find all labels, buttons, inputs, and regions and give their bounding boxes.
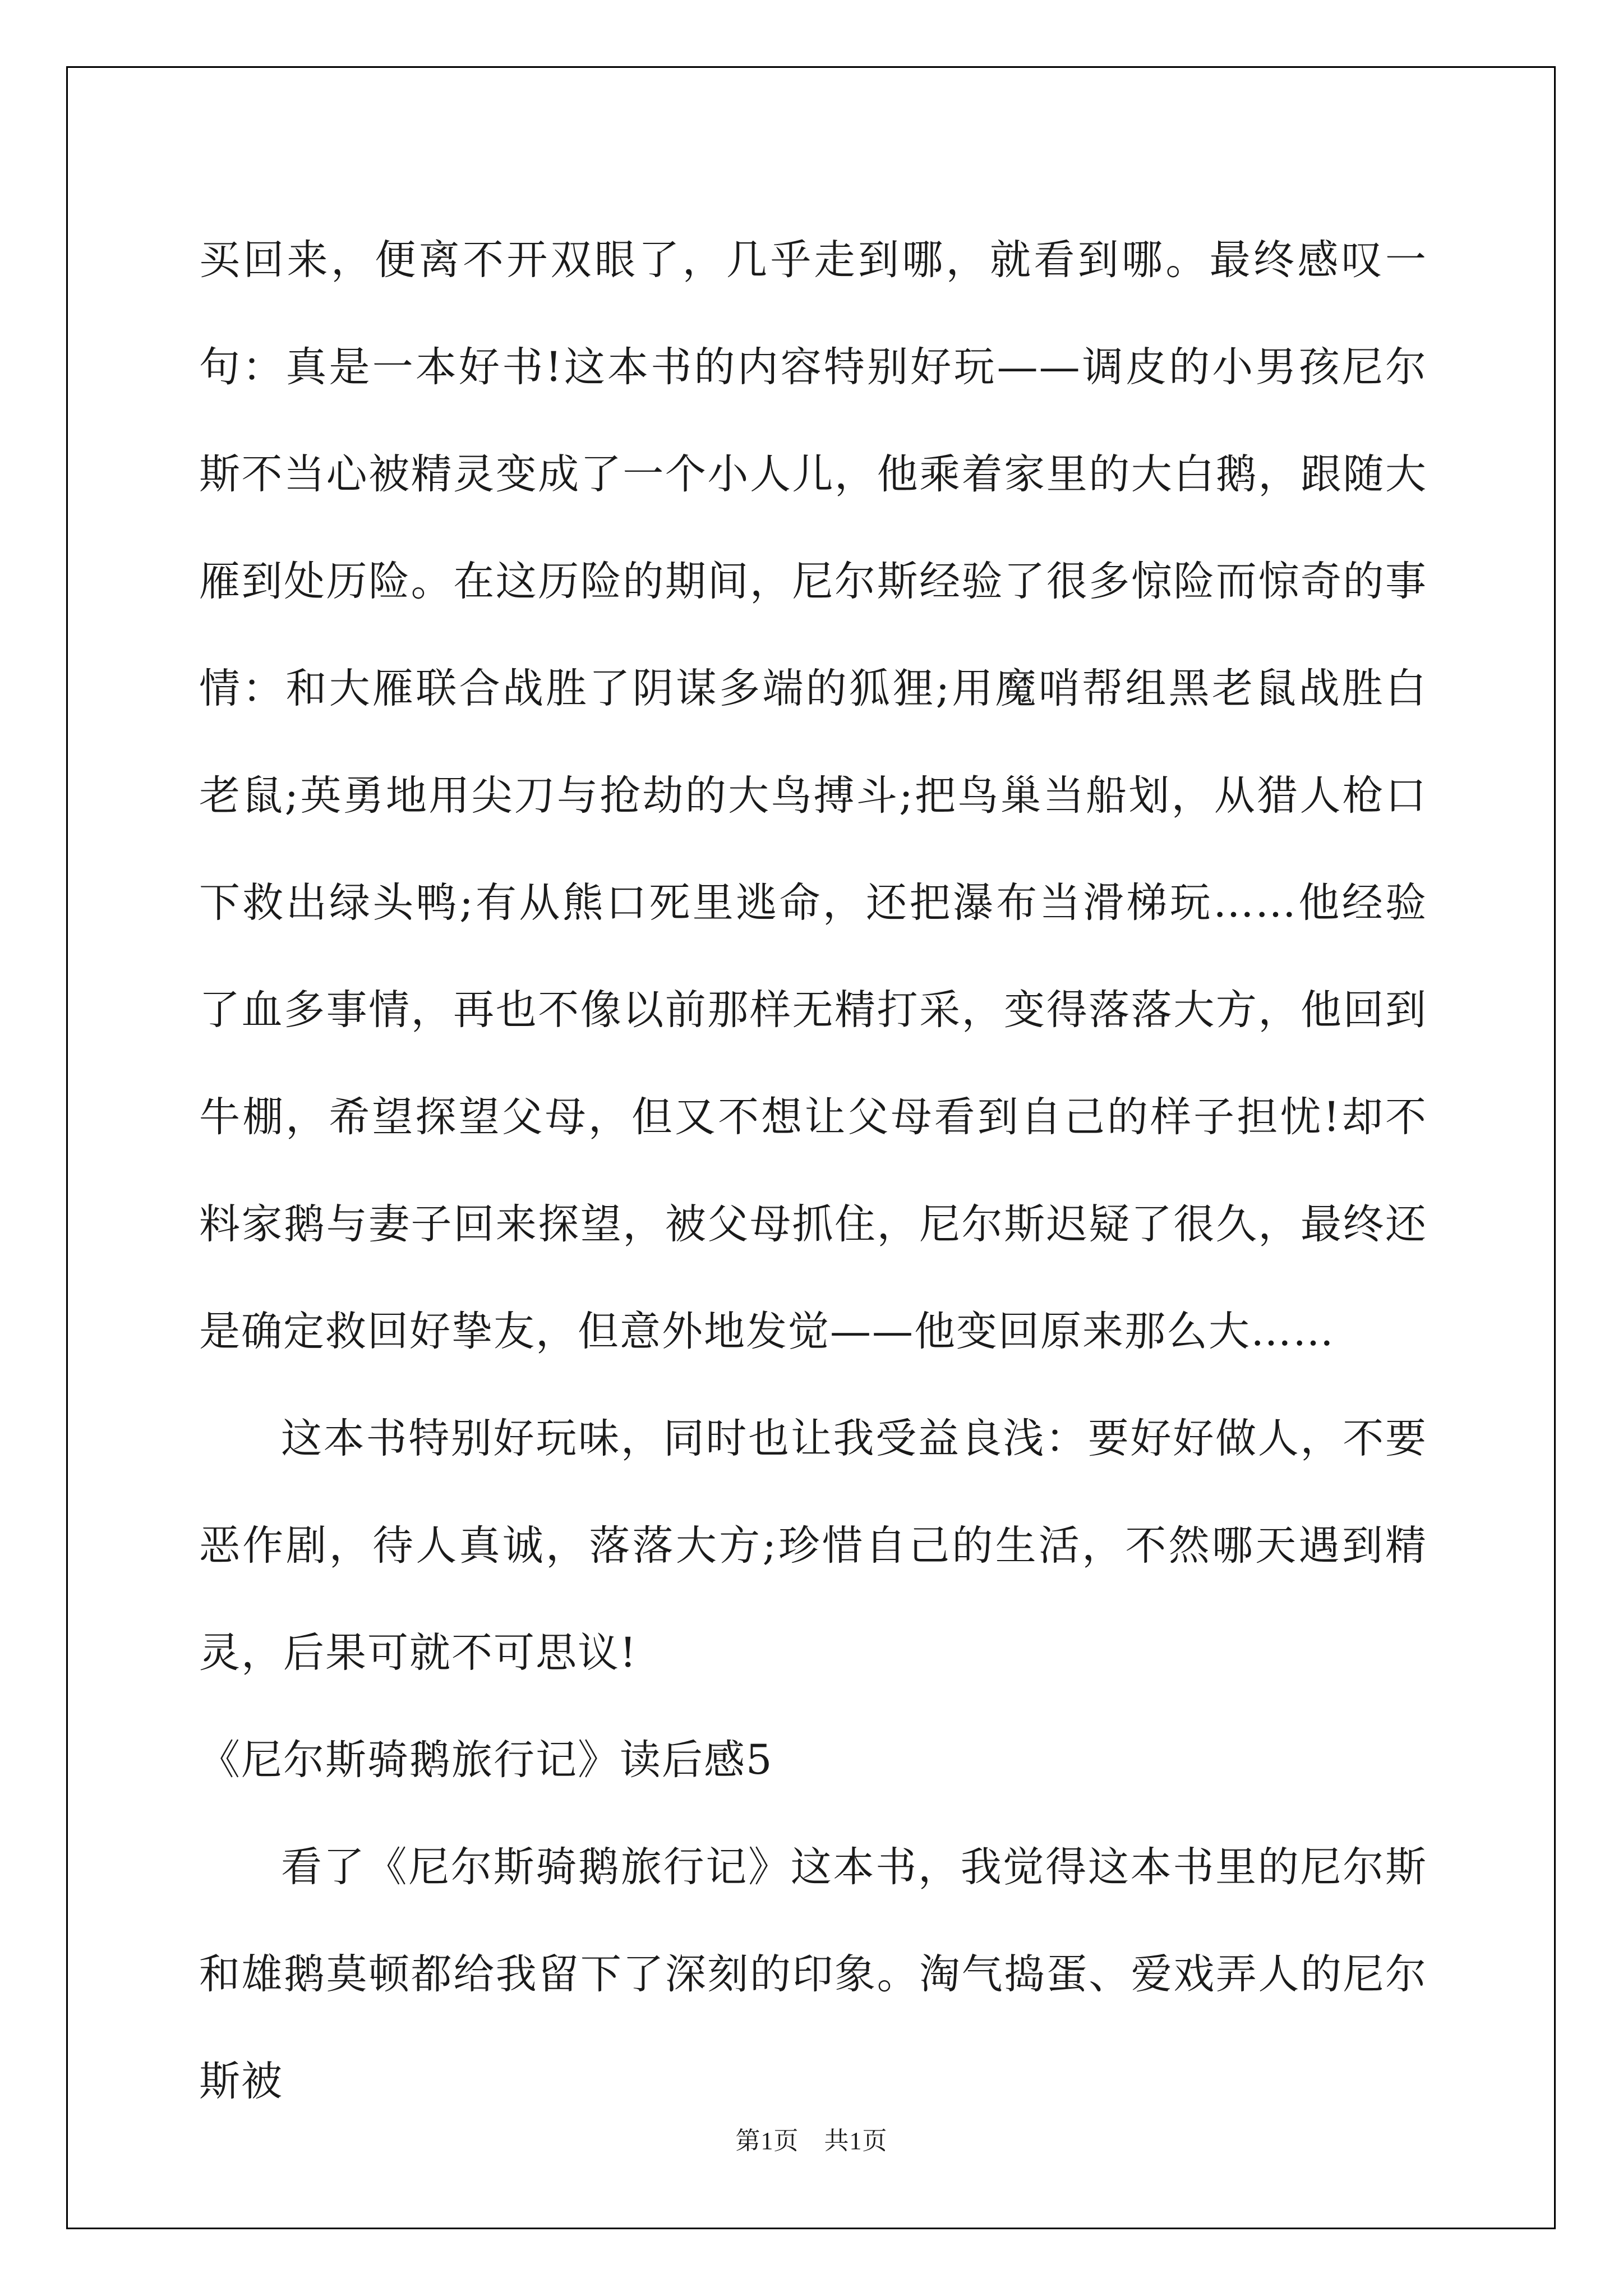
paragraph: 看了《尼尔斯骑鹅旅行记》这本书，我觉得这本书里的尼尔斯和雄鹅莫顿都给我留下了深刻的印象。淘气捣蛋、爱戏弄人的尼尔斯被 (199, 1843, 1427, 2105)
document-body (199, 206, 1427, 2135)
section-heading: 《尼尔斯骑鹅旅行记》读后感5 (199, 1736, 773, 1784)
page-number-footer: 第1页 共1页 (735, 2127, 888, 2155)
paragraph: 买回来，便离不开双眼了，几乎走到哪，就看到哪。最终感叹一句：真是一本好书!这本书的内容特别好玩——调皮的小男孩尼尔斯不当心被精灵变成了一个小人儿，他乘着家里的大白鹅，跟随大雁到处历险。在这历险的期间，尼尔斯经验了很多惊险而惊奇的事情：和大雁联合战胜了阴谋多端的狐狸;用魔哨帮组黑老鼠战胜白老鼠;英勇地用尖刀与抢劫的大鸟搏斗;把鸟巢当船划，从猎人枪口下救出绿头鸭;有从熊口死里逃命，还把瀑布当滑梯玩……他经验了血多事情，再也不像以前那样无精打采，变得落落大方，他回到牛棚，希望探望父母，但又不想让父母看到自己的样子担忧!却不料家鹅与妻子回来探望，被父母抓住，尼尔斯迟疑了很久，最终还是确定救回好挚友，但意外地发觉——他变回原来那么大…… (199, 236, 1427, 1355)
paragraph: 这本书特别好玩味，同时也让我受益良浅：要好好做人，不要恶作剧，待人真诚，落落大方;珍惜自己的生活，不然哪天遇到精灵，后果可就不可思议! (199, 1415, 1427, 1677)
